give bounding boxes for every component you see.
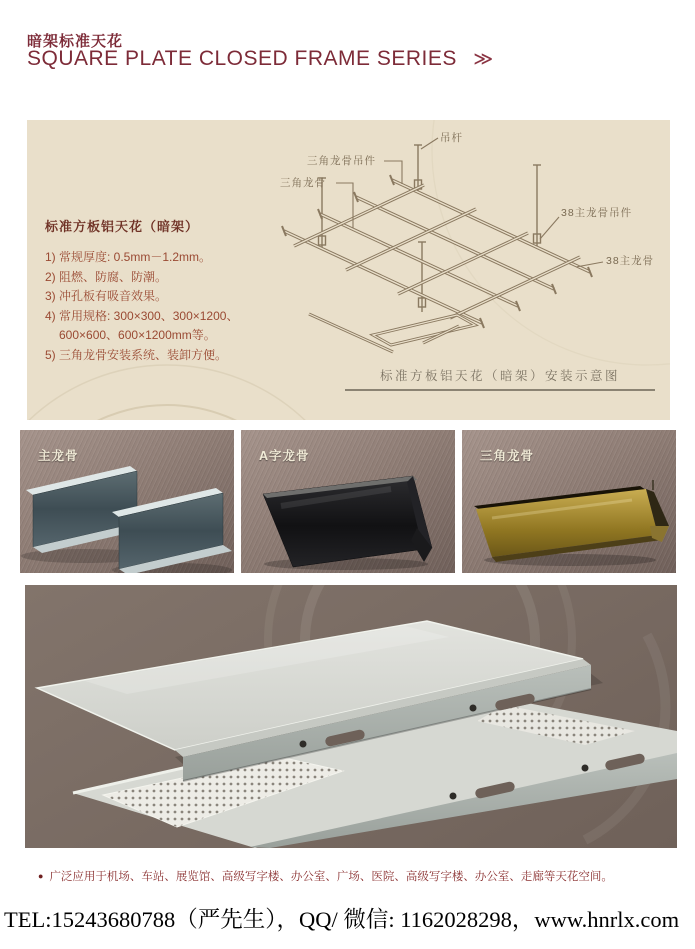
diagram-label-triangle-keel: 三角龙骨 <box>280 177 326 189</box>
bullet-icon: ● <box>38 871 44 881</box>
diagram-caption: 标准方板铝天花（暗架）安装示意图 <box>345 366 655 391</box>
page-title-english <box>27 47 494 71</box>
chevron-right-icon: ≫ <box>473 49 494 70</box>
product-info-block <box>45 216 285 365</box>
ceiling-panels-illustration <box>25 585 677 848</box>
product-photo-main-keel <box>20 430 234 573</box>
installation-diagram-panel <box>27 120 670 420</box>
info-line-4: 4) 常用规格: 300×300、300×1200、 <box>45 308 239 323</box>
info-line-5: 5) 三角龙骨安装系统、装卸方便。 <box>45 347 228 362</box>
product-label-a-keel: A字龙骨 <box>259 449 310 463</box>
info-line-2: 2) 阻燃、防腐、防潮。 <box>45 269 168 284</box>
diagram-label-hanger-rod: 吊杆 <box>440 132 463 144</box>
page-title-english-text: SQUARE PLATE CLOSED FRAME SERIES <box>27 47 457 70</box>
info-line-3: 3) 冲孔板有吸音效果。 <box>45 289 168 303</box>
footer-contact: TEL:15243680788（严先生），QQ/ 微信: 1162028298，www.hnrlx.com <box>4 907 680 932</box>
diagram-label-main-keel-hanger: 38主龙骨吊件 <box>561 207 633 219</box>
product-photo-triangle-keel <box>462 430 676 573</box>
page-title-chinese: 暗架标准天花 <box>27 33 124 50</box>
info-line-1: 1) 常规厚度: 0.5mm－1.2mm。 <box>45 250 212 264</box>
applications-line <box>38 868 613 884</box>
applications-text: 广泛应用于机场、车站、展览馆、高级写字楼、办公室、广场、医院、高级写字楼、办公室、走廊等天花空间。 <box>49 871 613 883</box>
info-line-4b: 600×600、600×1200mm等。 <box>59 328 216 342</box>
product-photo-a-keel <box>241 430 455 573</box>
diagram-label-triangle-keel-hanger: 三角龙骨吊件 <box>307 155 376 167</box>
product-photo-ceiling-panels <box>25 585 677 848</box>
info-title: 标准方板铝天花（暗架） <box>45 219 200 234</box>
product-label-triangle-keel: 三角龙骨 <box>480 449 535 463</box>
product-label-main-keel: 主龙骨 <box>38 449 79 463</box>
diagram-label-main-keel: 38主龙骨 <box>606 255 655 267</box>
